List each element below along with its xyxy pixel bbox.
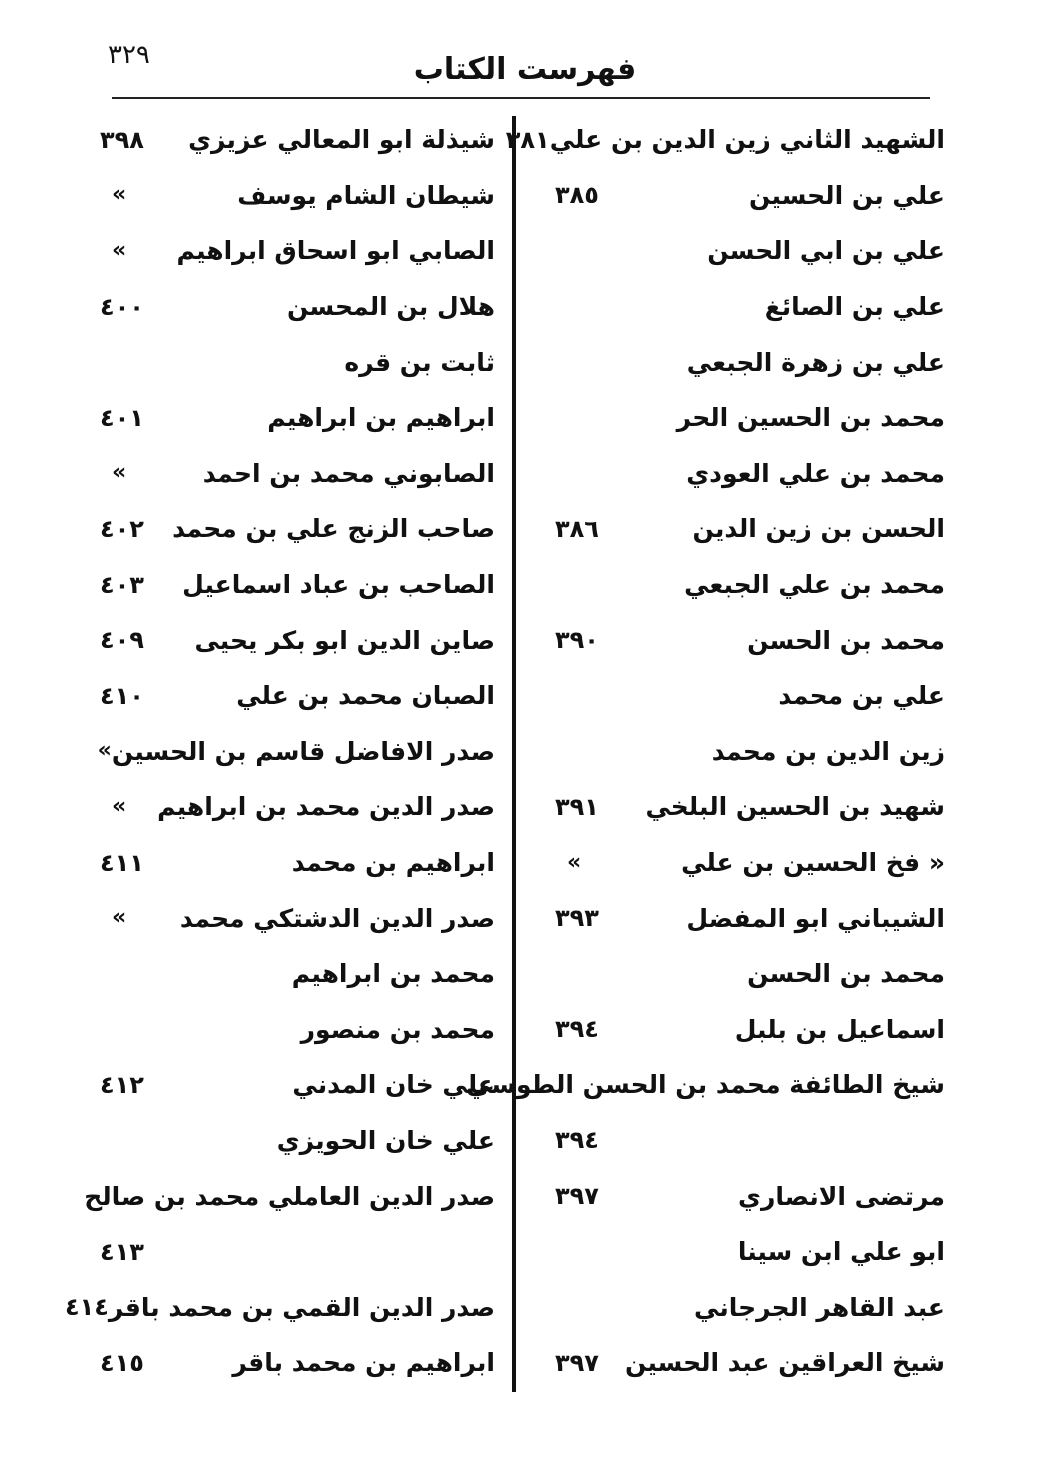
entry-page-ref: ٤١١ <box>100 848 144 877</box>
index-entry <box>555 779 945 835</box>
entry-page-ref: ٤٠١ <box>100 403 144 432</box>
index-entry <box>555 612 945 668</box>
index-entry <box>100 1057 495 1113</box>
entry-name: صدر الدين الدشتكي محمد <box>179 903 495 933</box>
index-entry <box>555 1168 945 1224</box>
index-entry <box>555 724 945 780</box>
index-column-left <box>64 112 495 1412</box>
entry-name: شيخ الطائفة محمد بن الحسن الطوسي <box>466 1070 945 1100</box>
index-entry <box>505 112 945 168</box>
entry-name: صاحب الزنج علي بن محمد <box>172 514 495 544</box>
entry-name: ابراهيم بن محمد باقر <box>232 1348 495 1378</box>
entry-name: ابراهيم بن محمد <box>291 848 495 878</box>
entry-name: محمد بن الحسن <box>747 959 945 989</box>
page-title: فهرست الكتاب <box>413 52 637 87</box>
entry-page-ref: ٤١٠ <box>100 681 144 710</box>
column-divider <box>512 116 516 1392</box>
entry-page-ref: ٣٩٣ <box>555 904 599 933</box>
entry-page-ref: ٤٠٩ <box>100 626 144 655</box>
index-entry <box>100 334 495 390</box>
entry-name: شيخ العراقين عبد الحسين <box>624 1348 945 1378</box>
index-entry <box>84 1168 495 1224</box>
entry-name: ابراهيم بن ابراهيم <box>267 403 495 433</box>
entry-page-ref: » <box>567 849 582 875</box>
entry-page-ref: ٤٠٢ <box>100 514 144 543</box>
page-number: ٣٢٩ <box>108 40 150 70</box>
index-entry <box>100 668 495 724</box>
index-entry <box>555 946 945 1002</box>
index-entry <box>555 1002 945 1058</box>
entry-name: « فخ الحسين بن علي <box>681 848 945 878</box>
entry-page-ref: ٣٨٥ <box>555 181 599 210</box>
entry-page-ref: ٤١٢ <box>100 1070 144 1099</box>
index-entry <box>100 1113 495 1169</box>
entry-name: محمد بن الحسن <box>747 625 945 655</box>
entry-name: شيطان الشام يوسف <box>237 180 495 210</box>
entry-name: شهيد بن الحسين البلخي <box>645 792 945 822</box>
entry-page-ref: ٣٩٤ <box>555 1015 599 1044</box>
index-entry <box>555 223 945 279</box>
index-entry <box>555 168 945 224</box>
entry-name: صدر الافاضل قاسم بن الحسين <box>111 736 495 766</box>
entry-page-ref: ٣٩٤ <box>555 1126 599 1155</box>
entry-page-ref: ٤١٣ <box>100 1237 144 1266</box>
entry-name: علي بن الحسين <box>749 180 945 210</box>
entry-page-ref: ٣٩٨ <box>100 125 144 154</box>
entry-name: مرتضى الانصاري <box>738 1181 945 1211</box>
entry-name: الشيباني ابو المفضل <box>686 903 945 933</box>
entry-page-ref: ٤١٤ <box>64 1293 109 1322</box>
index-entry <box>100 612 495 668</box>
entry-page-ref: ٤٠٣ <box>100 570 144 599</box>
entry-name: عبد القاهر الجرجاني <box>694 1292 945 1322</box>
index-entry <box>100 946 495 1002</box>
index-entry <box>100 835 495 891</box>
entry-name: زين الدين بن محمد <box>711 736 945 766</box>
index-entry <box>555 334 945 390</box>
index-entry <box>555 501 945 557</box>
index-entry <box>555 1224 945 1280</box>
entry-page-ref: ٣٨١ <box>505 125 550 154</box>
index-entry <box>555 446 945 502</box>
entry-name: ثابت بن قره <box>344 347 495 377</box>
index-entry <box>555 1113 945 1169</box>
entry-name: صدر الدين القمي بن محمد باقر <box>108 1292 495 1322</box>
entry-page-ref: ٣٩١ <box>555 792 599 821</box>
index-entry <box>64 1279 495 1335</box>
entry-name: الصابي ابو اسحاق ابراهيم <box>176 236 495 266</box>
index-entry <box>466 1057 945 1113</box>
index-entry <box>555 1279 945 1335</box>
entry-name: محمد بن منصور <box>300 1014 495 1044</box>
entry-name: الحسن بن زين الدين <box>692 514 945 544</box>
index-entry <box>100 1002 495 1058</box>
index-entry <box>100 446 495 502</box>
index-entry <box>100 1224 495 1280</box>
entry-page-ref: ٤١٥ <box>100 1348 144 1377</box>
entry-page-ref: ٣٨٦ <box>555 514 599 543</box>
index-entry <box>97 724 495 780</box>
entry-page-ref: » <box>112 793 127 819</box>
index-entry <box>100 279 495 335</box>
entry-name: اسماعيل بن بلبل <box>734 1014 945 1044</box>
entry-name: صاين الدين ابو بكر يحيى <box>194 625 495 655</box>
entry-page-ref: ٣٩٧ <box>555 1182 599 1211</box>
entry-name: الصاحب بن عباد اسماعيل <box>182 570 495 600</box>
entry-page-ref: » <box>112 460 127 486</box>
entry-name: علي بن محمد <box>778 681 945 711</box>
index-column-right <box>466 112 945 1412</box>
index-entry <box>555 835 945 891</box>
index-entry <box>100 501 495 557</box>
entry-name: محمد بن ابراهيم <box>291 959 495 989</box>
entry-page-ref: ٤٠٠ <box>100 292 144 321</box>
entry-page-ref: ٣٩٠ <box>555 626 599 655</box>
entry-page-ref: ٣٩٧ <box>555 1348 599 1377</box>
entry-name: صدر الدين محمد بن ابراهيم <box>157 792 495 822</box>
entry-name: شيذلة ابو المعالي عزيزي <box>188 125 495 155</box>
entry-name: علي بن الصائغ <box>764 292 945 322</box>
index-entry <box>100 890 495 946</box>
index-entry <box>100 779 495 835</box>
entry-page-ref: » <box>112 237 127 263</box>
index-entry <box>555 1335 945 1391</box>
entry-name: ابو علي ابن سينا <box>737 1237 945 1267</box>
entry-page-ref: » <box>97 738 112 764</box>
entry-page-ref: » <box>112 182 127 208</box>
entry-name: علي خان المدني <box>292 1070 495 1100</box>
entry-page-ref: » <box>112 905 127 931</box>
index-entry <box>100 1335 495 1391</box>
index-entry <box>555 557 945 613</box>
entry-name: الشهيد الثاني زين الدين بن علي <box>549 125 945 155</box>
entry-name: الصابوني محمد بن احمد <box>202 458 495 488</box>
header-rule <box>112 97 930 99</box>
index-entry <box>100 390 495 446</box>
entry-name: علي بن زهرة الجبعي <box>686 347 945 377</box>
entry-name: محمد بن علي الجبعي <box>684 570 945 600</box>
entry-name: صدر الدين العاملي محمد بن صالح <box>84 1181 495 1211</box>
entry-name: هلال بن المحسن <box>287 292 495 322</box>
entry-name: محمد بن الحسين الحر <box>676 403 945 433</box>
index-entry <box>100 223 495 279</box>
entry-name: محمد بن علي العودي <box>686 458 945 488</box>
index-entry <box>100 168 495 224</box>
index-entry <box>555 390 945 446</box>
index-entry <box>100 557 495 613</box>
index-entry <box>555 890 945 946</box>
entry-name: الصبان محمد بن علي <box>236 681 495 711</box>
index-entry <box>555 668 945 724</box>
entry-name: علي بن ابي الحسن <box>707 236 945 266</box>
entry-name: علي خان الحويزي <box>276 1125 495 1155</box>
index-entry <box>555 279 945 335</box>
index-entry <box>100 112 495 168</box>
